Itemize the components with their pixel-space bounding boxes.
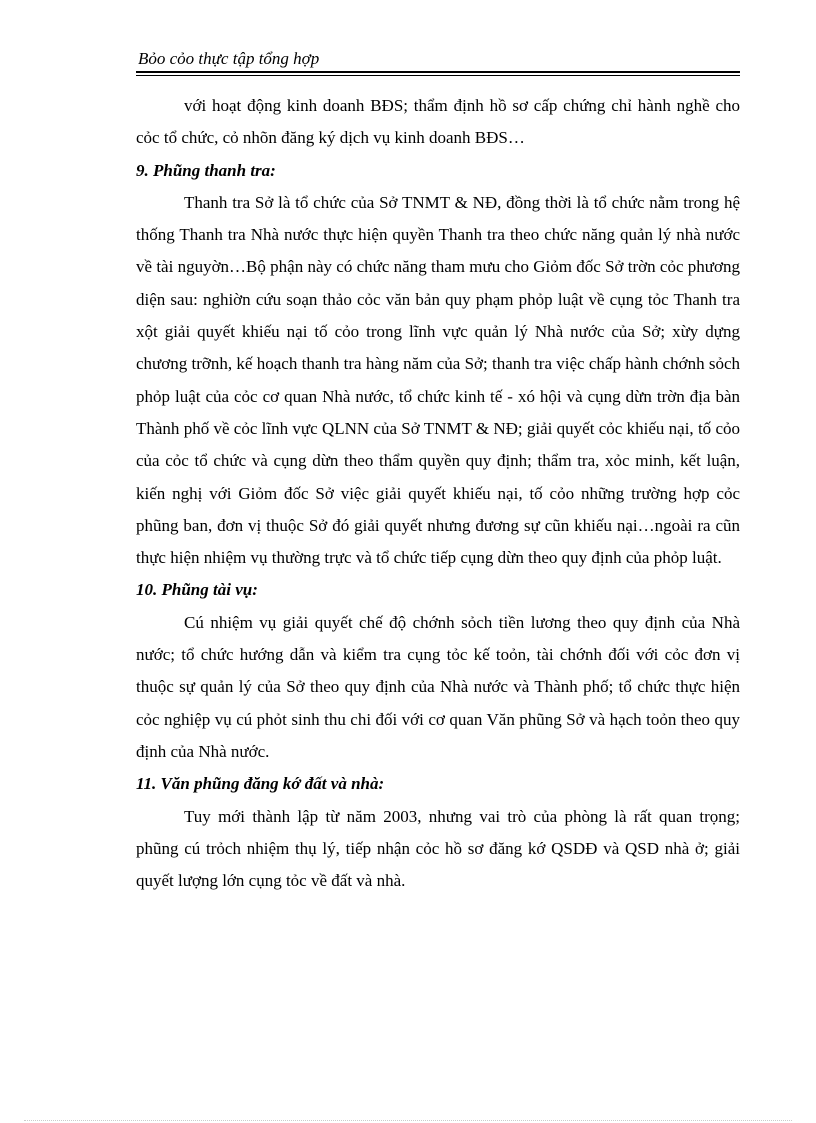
section-heading-10: 10. Phũng tài vụ: — [136, 580, 258, 600]
header-rule-thin — [136, 75, 740, 76]
header-title: Bỏo cỏo thực tập tổng hợp — [138, 49, 320, 68]
page-bottom-border — [24, 1120, 792, 1121]
section-heading-9: 9. Phũng thanh tra: — [136, 160, 276, 180]
header-rule-thick — [136, 71, 740, 73]
section-heading-11: 11. Văn phũng đăng kớ đất và nhà: — [136, 774, 385, 794]
paragraph-section-10: Cú nhiệm vụ giải quyết chế độ chớnh sỏch tiền lương theo quy định của Nhà nước; tổ chức hướng dẫn và kiểm tra cụng tỏc kế toỏn, tài chớnh đối với cỏc đơn vị thuộc sự quản lý của Sở theo quy định của Nhà nước và Thành phố; tổ chức thực hiện cỏc nghiệp vụ cú phỏt sinh thu chi đối với cơ quan Văn phũng Sở và hạch toỏn theo quy định của Nhà nước. — [136, 612, 740, 761]
document-body — [136, 90, 740, 897]
paragraph-section-11: Tuy mới thành lập từ năm 2003, nhưng vai trò của phòng là rất quan trọng; phũng cú trỏch nhiệm thụ lý, tiếp nhận cỏc hồ sơ đăng kớ QSDĐ và QSD nhà ở; giải quyết lượng lớn cụng tỏc về đất và nhà. — [136, 806, 740, 891]
page-header — [136, 48, 740, 76]
paragraph-intro: với hoạt động kinh doanh BĐS; thẩm định hồ sơ cấp chứng chỉ hành nghề cho cỏc tổ chức, cỏ nhõn đăng ký dịch vụ kinh doanh BĐS… — [136, 96, 740, 148]
paragraph-section-9: Thanh tra Sở là tổ chức của Sở TNMT & NĐ, đồng thời là tổ chức nằm trong hệ thống Thanh tra Nhà nước thực hiện quyền Thanh tra theo chức năng quản lý nhà nước về tài nguyờn…Bộ phận này có chức năng tham mưu cho Giỏm đốc Sở trờn cỏc phương diện sau: nghiờn cứu soạn thảo cỏc văn bản quy phạm phỏp luật về cụng tỏc Thanh tra xột giải quyết khiếu nại tố cỏo trong lĩnh vực quản lý Nhà nước của Sở; xừy dựng chương trỡnh, kế hoạch thanh tra hàng năm của Sở; thanh tra việc chấp hành chớnh sỏch phỏp luật của cỏc cơ quan Nhà nước, tổ chức kinh tế - xó hội và cụng dừn trờn địa bàn Thành phố về cỏc lĩnh vực QLNN của Sở TNMT & NĐ; giải quyết cỏc khiếu nại, tố cỏo của cỏc tổ chức và cụng dừn theo thẩm quyền quy định; thẩm tra, xỏc minh, kết luận, kiến nghị với Giỏm đốc Sở việc giải quyết khiếu nại, tố cỏo những trường hợp cỏc phũng ban, đơn vị thuộc Sở đó giải quyết nhưng đương sự cũn khiếu nại…ngoài ra cũn thực hiện nhiệm vụ thường trực và tổ chức tiếp cụng dừn theo quy định của phỏp luật. — [136, 192, 740, 568]
